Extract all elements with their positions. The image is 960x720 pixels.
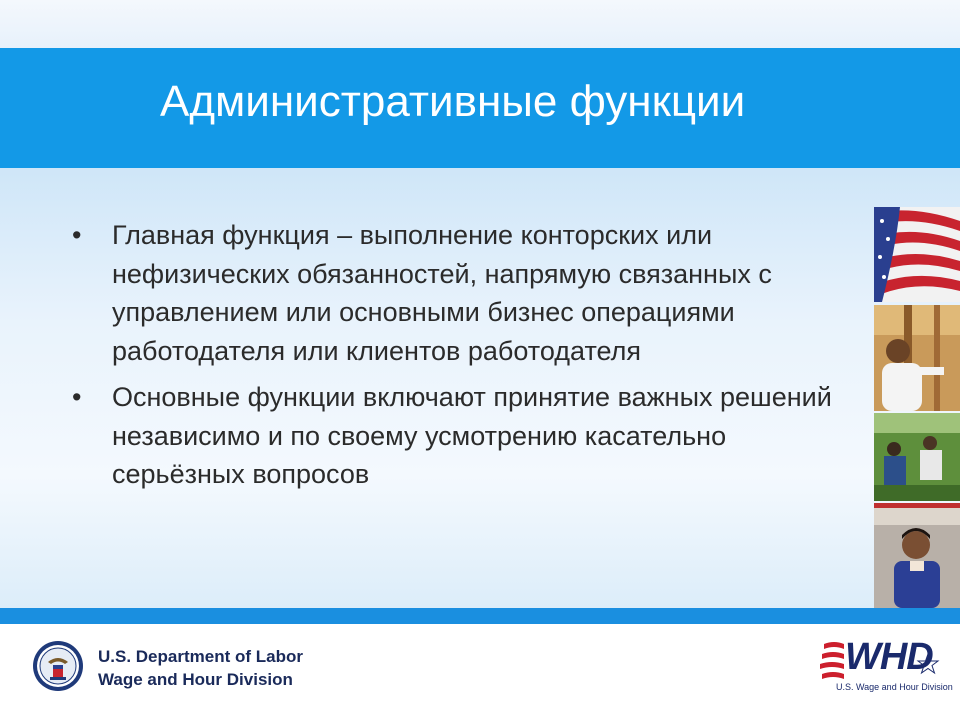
- top-background: [0, 0, 960, 48]
- bullet-item: [72, 216, 862, 370]
- whd-logo-text: WHD: [845, 636, 933, 678]
- restaurant-worker-photo: [874, 503, 960, 608]
- american-flag-icon: [874, 207, 960, 302]
- bullet-text: Основные функции включают принятие важных решений независимо и по своему усмотрению касательно серьёзных вопросов: [112, 382, 832, 489]
- bullet-marker: •: [72, 382, 82, 412]
- carpentry-worker-icon: [874, 305, 960, 411]
- restaurant-worker-icon: [874, 503, 960, 608]
- org-name-line1: U.S. Department of Labor: [98, 647, 303, 666]
- farm-workers-icon: [874, 413, 960, 501]
- bullet-item: [72, 378, 862, 494]
- bullet-marker: •: [72, 220, 82, 250]
- bullet-text: Главная функция – выполнение конторских или нефизических обязанностей, напрямую связанных с управлением или основными бизнес операциями работодателя или клиентов работодателя: [112, 220, 772, 366]
- farm-workers-photo: [874, 413, 960, 501]
- org-name-line2: Wage and Hour Division: [98, 670, 293, 689]
- worker-photo: [874, 305, 960, 411]
- american-flag-photo: [874, 207, 960, 302]
- slide-title: Административные функции: [160, 77, 746, 126]
- department-seal-icon: [32, 640, 84, 692]
- photo-strip: [874, 207, 960, 608]
- bottom-stripe: [0, 608, 960, 624]
- whd-logo-subtitle: U.S. Wage and Hour Division: [836, 682, 953, 692]
- bullet-list: [72, 216, 862, 502]
